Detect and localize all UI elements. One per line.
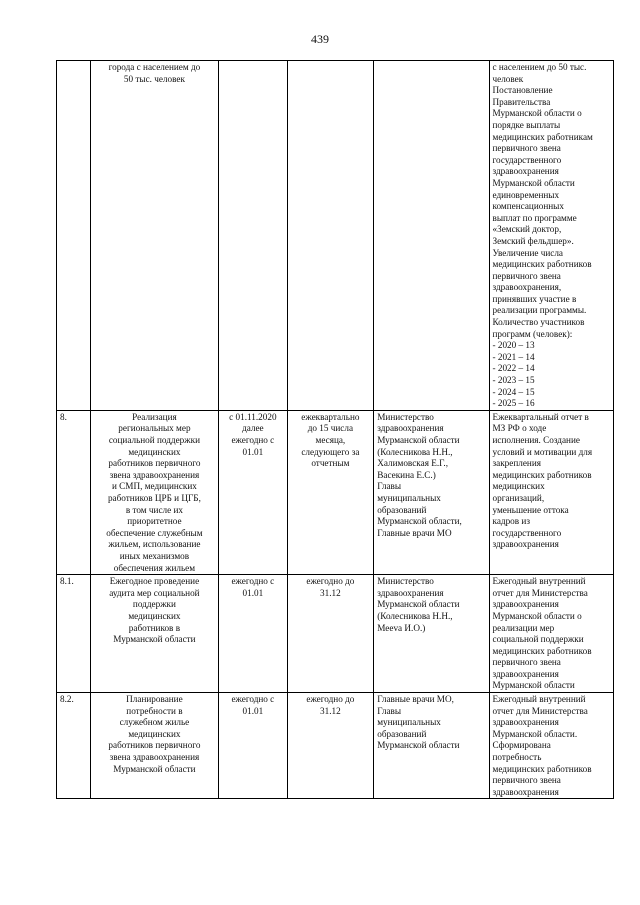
activity-cell <box>90 575 219 693</box>
result-cell <box>489 410 614 574</box>
result-cell <box>489 575 614 693</box>
cell-line: Мурманской области, <box>377 516 462 527</box>
cell-line: отчетным <box>311 458 350 469</box>
cell-line: Мурманской области <box>377 435 460 445</box>
measures-table <box>56 60 614 799</box>
cell-line: Мурманской области <box>377 740 460 751</box>
executors-cell <box>374 575 489 693</box>
cell-line: Министерство <box>377 411 434 422</box>
cell-line: потребность <box>492 752 542 763</box>
cell-line: медицинских <box>492 481 545 492</box>
cell-line: реализации мер <box>492 622 555 633</box>
table-row <box>57 575 614 693</box>
cell-line: обеспечение служебным <box>106 527 203 538</box>
cell-line: медицинских работникам <box>492 131 593 142</box>
cell-line: единовременных <box>492 189 560 200</box>
frequency-cell <box>287 61 374 411</box>
cell-line: работников первичного <box>108 740 201 751</box>
cell-line: Мурманской области о <box>492 610 582 621</box>
cell-line: далее <box>242 423 264 434</box>
cell-line: жильем, использование <box>108 539 201 550</box>
cell-line: Ежегодный внутренний <box>492 694 586 705</box>
cell-line: здравоохранения <box>492 668 559 679</box>
cell-line: региональных мер <box>118 423 191 434</box>
cell-line: Постановление <box>492 85 553 96</box>
table-row <box>57 410 614 574</box>
cell-line: 8.2. <box>60 694 74 705</box>
cell-line: ежеквартально <box>301 411 360 422</box>
cell-line: принявших участие в <box>492 293 577 304</box>
cell-line: реализации программы. <box>492 305 587 316</box>
cell-line: выплат по программе <box>492 212 577 223</box>
cell-line: обеспечения жильем <box>113 562 196 573</box>
cell-line: здравоохранения, <box>492 282 562 293</box>
cell-line: закрепления <box>492 458 541 469</box>
cell-line: Васекина Е.С.) <box>377 469 436 480</box>
cell-line: условий и мотивации для <box>492 446 593 457</box>
term-cell <box>219 575 287 693</box>
cell-line: Главные врачи МО, <box>377 694 454 705</box>
cell-line: работников в <box>128 622 181 633</box>
cell-line: здравоохранения <box>492 786 559 797</box>
table-row <box>57 693 614 799</box>
page-number: 439 <box>311 32 329 46</box>
cell-line: Мурманской области. <box>492 728 578 739</box>
cell-line: МЗ РФ о ходе <box>492 423 547 434</box>
cell-line: муниципальных <box>377 492 441 503</box>
result-cell <box>489 61 614 411</box>
cell-line: ежегодно с <box>231 694 275 705</box>
cell-line: медицинских работников <box>492 763 592 774</box>
cell-line: 01.01 <box>242 446 264 457</box>
cell-line: (Колесникова Н.Н., <box>377 446 453 457</box>
row-number-cell <box>57 61 91 411</box>
cell-line: работников первичного <box>108 458 201 469</box>
cell-line: 8. <box>60 411 67 422</box>
cell-line: служебном жилье <box>119 717 190 728</box>
cell-line: здравоохранения <box>492 599 559 610</box>
cell-line: иных механизмов <box>119 550 190 561</box>
cell-line: - 2022 – 14 <box>492 363 535 374</box>
cell-line: человек <box>492 73 524 84</box>
cell-line: медицинских работников <box>492 259 592 270</box>
cell-line: города с населением до <box>108 62 201 72</box>
frequency-cell <box>287 693 374 799</box>
cell-line: звена здравоохранения <box>109 752 200 763</box>
cell-line: здравоохранения <box>492 166 559 177</box>
cell-line: с населением до 50 тыс. <box>492 62 587 72</box>
cell-line: Мееva И.О.) <box>377 622 426 633</box>
cell-line: отчет для Министерства <box>492 587 588 598</box>
cell-line: с 01.11.2020 <box>229 411 277 422</box>
cell-line: аудита мер социальной <box>109 587 200 598</box>
cell-line: организаций, <box>492 492 545 503</box>
cell-line: первичного звена <box>492 143 561 154</box>
cell-line: ежегодно с <box>231 576 275 587</box>
cell-line: образований <box>377 728 427 739</box>
executors-cell <box>374 61 489 411</box>
cell-line: образований <box>377 504 427 515</box>
cell-line: в том числе их <box>125 504 183 515</box>
cell-line: - 2023 – 15 <box>492 375 535 386</box>
cell-line: поддержки <box>132 599 176 610</box>
cell-line: исполнения. Создание <box>492 435 580 445</box>
cell-line: первичного звена <box>492 270 561 281</box>
result-cell <box>489 693 614 799</box>
cell-line: первичного звена <box>492 775 561 786</box>
cell-line: приоритетное <box>127 516 182 527</box>
cell-line: порядке выплаты <box>492 119 561 130</box>
cell-line: Ежегодный внутренний <box>492 576 586 587</box>
cell-line: следующего за <box>301 446 360 457</box>
cell-line: 31.12 <box>320 587 341 598</box>
cell-line: медицинских <box>128 446 181 457</box>
cell-line: Правительства <box>492 96 551 107</box>
activity-cell <box>90 693 219 799</box>
term-cell <box>219 61 287 411</box>
row-number-cell <box>57 693 91 799</box>
frequency-cell <box>287 575 374 693</box>
table-row <box>57 61 614 411</box>
cell-line: государственного <box>492 527 562 538</box>
cell-line: Ежеквартальный отчет в <box>492 411 589 422</box>
cell-line: муниципальных <box>377 717 441 728</box>
cell-line: ежегодно с <box>231 435 275 445</box>
cell-line: Количество участников <box>492 317 585 328</box>
cell-line: программ (человек): <box>492 328 573 339</box>
cell-line: Министерство <box>377 576 434 587</box>
cell-line: социальной поддержки <box>492 634 584 645</box>
cell-line: кадров из <box>492 516 530 527</box>
cell-line: 8.1. <box>60 576 74 587</box>
cell-line: «Земский доктор, <box>492 224 562 235</box>
cell-line: 31.12 <box>320 705 341 716</box>
cell-line: - 2025 – 16 <box>492 398 535 409</box>
cell-line: 50 тыс. человек <box>123 73 185 84</box>
cell-line: уменьшение оттока <box>492 504 569 515</box>
term-cell <box>219 693 287 799</box>
cell-line: потребности в <box>126 705 183 716</box>
cell-line: медицинских работников <box>492 645 592 656</box>
cell-line: Главы <box>377 705 402 716</box>
cell-line: 01.01 <box>242 705 264 716</box>
cell-line: здравоохранения <box>377 423 444 434</box>
cell-line: компенсационных <box>492 201 564 212</box>
cell-line: первичного звена <box>492 657 561 668</box>
cell-line: государственного <box>492 154 562 165</box>
cell-line: Мурманской области <box>377 599 460 610</box>
cell-line: месяца, <box>315 435 346 445</box>
cell-line: Планирование <box>126 694 183 705</box>
cell-line: - 2020 – 13 <box>492 340 535 351</box>
cell-line: Сформирована <box>492 740 551 751</box>
cell-line: Увеличение числа <box>492 247 564 258</box>
row-number-cell <box>57 575 91 693</box>
activity-cell <box>90 61 219 411</box>
frequency-cell <box>287 410 374 574</box>
cell-line: Мурманской области <box>113 763 196 774</box>
cell-line: (Колесникова Н.Н., <box>377 610 453 621</box>
activity-cell <box>90 410 219 574</box>
executors-cell <box>374 693 489 799</box>
cell-line: Земский фельдшер». <box>492 235 574 246</box>
cell-line: медицинских работников <box>492 469 592 480</box>
cell-line: 01.01 <box>242 587 264 598</box>
cell-line: социальной поддержки <box>108 435 200 445</box>
cell-line: Главы <box>377 481 402 492</box>
cell-line: медицинских <box>128 610 181 621</box>
cell-line: Ежегодное проведение <box>109 576 200 587</box>
cell-line: Главные врачи МО <box>377 527 452 538</box>
cell-line: Мурманской области <box>113 634 196 645</box>
cell-line: ежегодно до <box>306 576 355 587</box>
cell-line: здравоохранения <box>492 717 559 728</box>
cell-line: Мурманской области <box>492 177 575 188</box>
cell-line: и СМП, медицинских <box>111 481 197 492</box>
cell-line: до 15 числа <box>307 423 354 434</box>
cell-line: - 2024 – 15 <box>492 386 535 397</box>
cell-line: ежегодно до <box>306 694 355 705</box>
cell-line: Реализация <box>132 411 177 422</box>
executors-cell <box>374 410 489 574</box>
cell-line: звена здравоохранения <box>109 469 200 480</box>
cell-line: Мурманской области о <box>492 108 582 119</box>
cell-line: работников ЦРБ и ЦГБ, <box>107 492 201 503</box>
cell-line: отчет для Министерства <box>492 705 588 716</box>
cell-line: медицинских <box>128 728 181 739</box>
cell-line: здравоохранения <box>492 539 559 550</box>
measures-table-body <box>57 61 614 799</box>
term-cell <box>219 410 287 574</box>
cell-line: Халимовская Е.Г., <box>377 458 449 469</box>
row-number-cell <box>57 410 91 574</box>
cell-line: - 2021 – 14 <box>492 351 535 362</box>
cell-line: здравоохранения <box>377 587 444 598</box>
cell-line: Мурманской области <box>492 680 575 691</box>
